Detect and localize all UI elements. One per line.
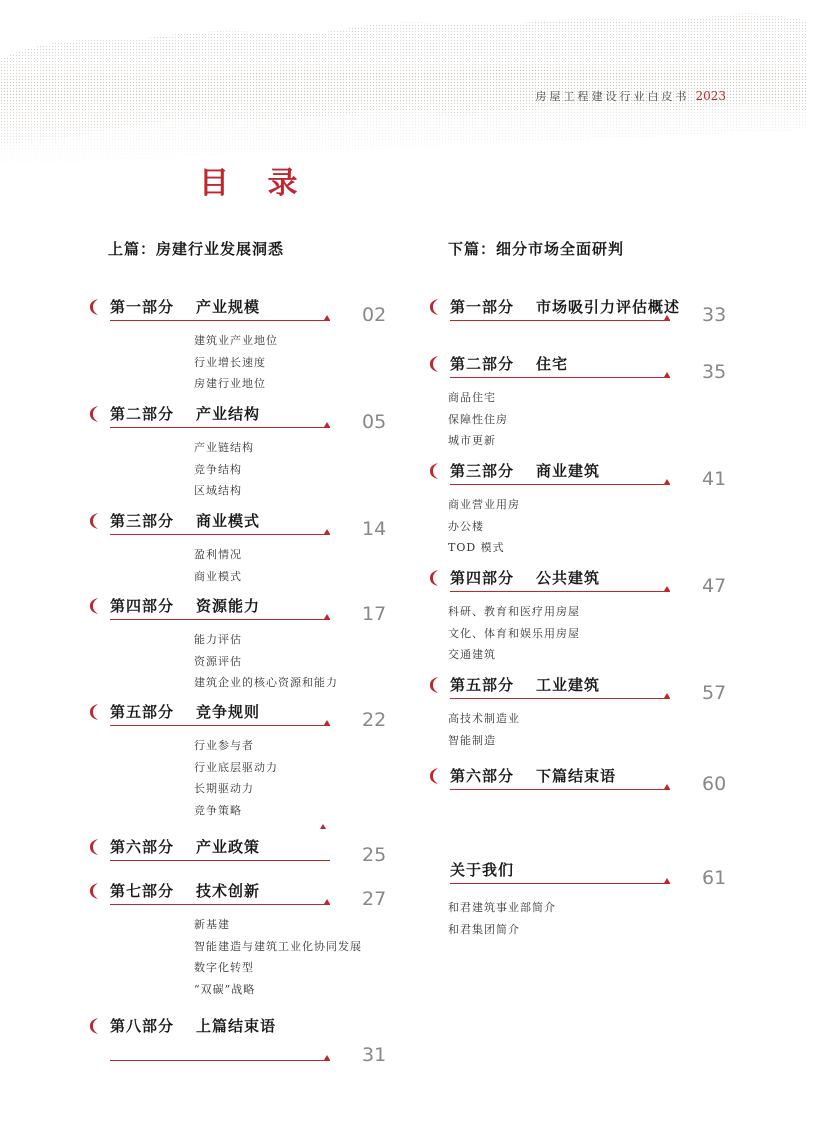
section-item: 办公楼	[448, 519, 484, 533]
section-items	[194, 330, 278, 395]
rule-marker	[664, 372, 670, 377]
section-part: 第二部分	[110, 405, 175, 423]
upper-volume-title: 上篇：房建行业发展洞悉	[108, 240, 285, 258]
section-item: 长期驱动力	[194, 782, 254, 795]
section-item: “双碳”战略	[194, 982, 256, 996]
section-rule	[450, 484, 670, 485]
report-year: 2023	[695, 89, 726, 103]
toc-section[interactable]	[428, 567, 728, 661]
section-item: 智能建造与建筑工业化协同发展	[194, 939, 362, 953]
section-items	[448, 601, 580, 666]
section-part: 第三部分	[110, 512, 175, 530]
toc-section[interactable]	[88, 595, 388, 689]
section-item: 商业模式	[194, 569, 242, 583]
bracket-icon	[428, 355, 440, 373]
section-item: 行业增长速度	[194, 355, 266, 369]
section-part: 第二部分	[450, 355, 515, 373]
section-rule	[110, 860, 330, 861]
bracket-icon	[88, 597, 100, 615]
section-rule	[110, 725, 330, 726]
report-title: 房屋工程建设行业白皮书	[535, 90, 690, 103]
rule-marker	[324, 720, 330, 725]
section-part: 第八部分	[110, 1017, 175, 1035]
section-items	[194, 735, 278, 821]
section-page-number: 05	[362, 411, 387, 433]
section-part: 第一部分	[110, 298, 175, 316]
bracket-icon	[428, 462, 440, 480]
section-item: 商业营业用房	[448, 498, 520, 511]
section-item: 科研、教育和医疗用房屋	[448, 605, 580, 618]
section-items	[448, 494, 520, 559]
section-item: 产业链结构	[194, 441, 254, 454]
section-rule	[450, 698, 670, 699]
section-part: 第六部分	[110, 838, 175, 856]
section-rule	[450, 377, 670, 378]
section-item: 区域结构	[194, 484, 242, 497]
section-rule	[110, 904, 330, 905]
section-item: 行业底层驱动力	[194, 760, 278, 774]
rule-marker	[664, 479, 670, 484]
rule-marker	[664, 784, 670, 789]
section-part: 第四部分	[110, 597, 175, 615]
bracket-icon	[88, 512, 100, 530]
section-rule	[110, 1060, 330, 1061]
section-part: 第三部分	[450, 462, 515, 480]
section-name: 竞争规则	[196, 703, 261, 721]
section-item: 文化、体育和娱乐用房屋	[448, 626, 580, 640]
section-item: 新基建	[194, 918, 230, 931]
about-item: 和君集团简介	[448, 922, 520, 936]
rule-marker	[324, 899, 330, 904]
section-item: 行业参与者	[194, 739, 254, 752]
toc-section[interactable]	[88, 296, 388, 390]
section-items	[194, 629, 338, 694]
section-name: 资源能力	[196, 597, 261, 615]
section-page-number: 25	[362, 844, 387, 866]
about-title: 关于我们	[450, 861, 515, 879]
toc-section[interactable]	[428, 674, 728, 747]
section-rule	[110, 427, 330, 428]
section-rule	[110, 320, 330, 321]
about-page-number: 61	[702, 867, 727, 889]
about-items	[448, 897, 556, 940]
bracket-icon	[428, 767, 440, 785]
section-part: 第四部分	[450, 569, 515, 587]
section-item: 智能制造	[448, 733, 496, 747]
rule-marker	[664, 693, 670, 698]
section-rule	[450, 320, 670, 321]
bracket-icon	[88, 882, 100, 900]
section-part: 第七部分	[110, 882, 175, 900]
section-item: TOD 模式	[448, 541, 505, 554]
section-items	[194, 914, 362, 1000]
section-rule	[450, 789, 670, 790]
section-name: 产业政策	[196, 838, 261, 856]
section-page-number: 33	[702, 304, 727, 326]
about-section[interactable]	[428, 859, 728, 936]
section-page-number: 41	[702, 468, 727, 490]
section-page-number: 17	[362, 603, 387, 625]
section-page-number: 22	[362, 709, 387, 731]
section-page-number: 57	[702, 682, 727, 704]
section-page-number: 47	[702, 575, 727, 597]
toc-section[interactable]	[88, 836, 388, 866]
section-name: 工业建筑	[536, 676, 601, 694]
section-item: 盈利情况	[194, 548, 242, 561]
section-page-number: 35	[702, 361, 727, 383]
rule-marker	[324, 614, 330, 619]
section-item: 能力评估	[194, 633, 242, 646]
section-page-number: 02	[362, 304, 387, 326]
bracket-icon	[88, 1017, 100, 1035]
section-page-number: 60	[702, 773, 727, 795]
rule-marker	[664, 878, 670, 883]
section-name: 商业模式	[196, 512, 261, 530]
toc-section[interactable]	[88, 403, 388, 497]
toc-section[interactable]	[428, 296, 728, 326]
report-header	[535, 88, 726, 104]
toc-section[interactable]	[88, 701, 388, 817]
rule-marker	[324, 1055, 330, 1060]
bracket-icon	[428, 569, 440, 587]
section-items	[448, 708, 520, 751]
section-rule	[110, 534, 330, 535]
section-name: 上篇结束语	[196, 1017, 277, 1035]
section-item: 资源评估	[194, 654, 242, 668]
section-part: 第六部分	[450, 767, 515, 785]
section-part: 第一部分	[450, 298, 515, 316]
about-item: 和君建筑事业部简介	[448, 901, 556, 914]
lower-volume-title: 下篇：细分市场全面研判	[448, 240, 625, 258]
section-item: 竞争结构	[194, 462, 242, 476]
section-rule	[110, 619, 330, 620]
rule-marker	[664, 586, 670, 591]
about-rule	[450, 883, 670, 884]
section-part: 第五部分	[110, 703, 175, 721]
bracket-icon	[428, 676, 440, 694]
toc-section[interactable]	[428, 765, 728, 795]
section-item: 城市更新	[448, 434, 496, 447]
section-name: 下篇结束语	[536, 767, 617, 785]
section-name: 商业建筑	[536, 462, 601, 480]
section-name: 产业结构	[196, 405, 261, 423]
toc-section[interactable]	[428, 353, 728, 447]
section-page-number: 27	[362, 888, 387, 910]
toc-title: 目 录	[199, 166, 312, 201]
section-item: 高技术制造业	[448, 712, 520, 725]
rule-marker	[664, 315, 670, 320]
bracket-icon	[428, 298, 440, 316]
section-name: 公共建筑	[536, 569, 601, 587]
toc-section[interactable]	[88, 1015, 388, 1066]
section-page-number: 31	[362, 1044, 387, 1066]
section-page-number: 14	[362, 518, 387, 540]
bracket-icon	[88, 838, 100, 856]
section-name: 市场吸引力评估概述	[536, 298, 681, 316]
section-item: 房建行业地位	[194, 377, 266, 390]
section-rule	[450, 591, 670, 592]
section-name: 住宅	[536, 355, 569, 373]
section-item: 建筑企业的核心资源和能力	[194, 676, 338, 689]
toc-section[interactable]	[88, 880, 388, 996]
section-part: 第五部分	[450, 676, 515, 694]
toc-section[interactable]	[88, 510, 388, 583]
section-name: 技术创新	[196, 882, 261, 900]
rule-marker	[324, 529, 330, 534]
section-item: 竞争策略	[194, 803, 242, 817]
section-item: 数字化转型	[194, 961, 254, 974]
bracket-icon	[88, 405, 100, 423]
rule-marker	[324, 422, 330, 427]
section-items	[194, 544, 242, 587]
rule-marker	[324, 315, 330, 320]
section-item: 交通建筑	[448, 648, 496, 661]
bracket-icon	[88, 703, 100, 721]
section-name: 产业规模	[196, 298, 261, 316]
section-item: 保障性住房	[448, 412, 508, 426]
section-item: 建筑业产业地位	[194, 334, 278, 347]
rule-marker	[320, 824, 326, 829]
toc-section[interactable]	[428, 460, 728, 554]
section-item: 商品住宅	[448, 391, 496, 404]
section-items	[194, 437, 254, 502]
section-items	[448, 387, 508, 452]
bracket-icon	[88, 298, 100, 316]
